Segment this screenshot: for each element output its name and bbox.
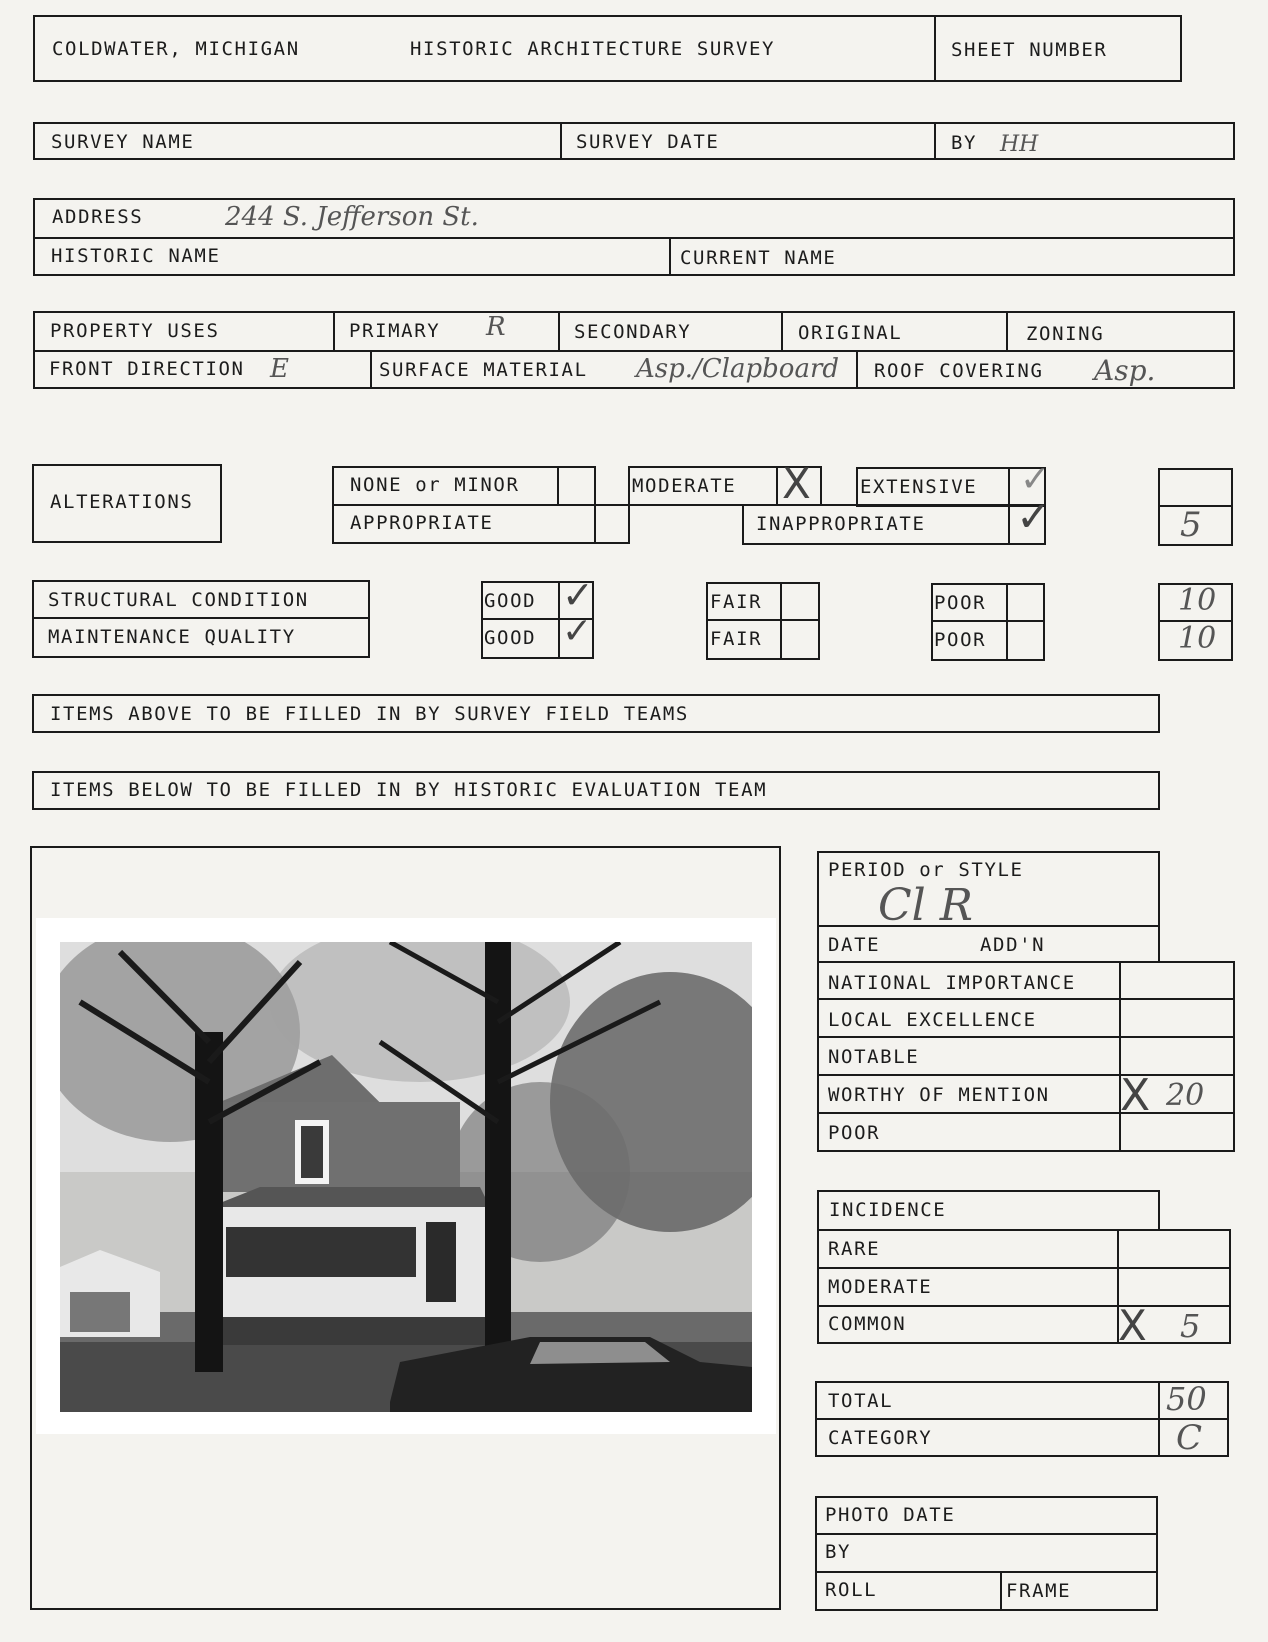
uses-row-divider xyxy=(33,350,1235,352)
poor-check-divider xyxy=(1006,583,1008,661)
inappropriate-label: INAPPROPRIATE xyxy=(756,513,926,535)
address-label: ADDRESS xyxy=(52,206,144,228)
good-check-divider xyxy=(558,581,560,659)
fair-row-divider xyxy=(706,619,820,621)
sheet-number-label: SHEET NUMBER xyxy=(951,39,1108,61)
incidence-rare: RARE xyxy=(828,1238,881,1260)
survey-divider-2 xyxy=(934,122,936,160)
form-title: HISTORIC ARCHITECTURE SURVEY xyxy=(410,38,776,60)
eval-row-div-1 xyxy=(817,998,1235,1000)
total-label: TOTAL xyxy=(828,1390,894,1412)
maintenance-poor-label: POOR xyxy=(934,629,987,651)
inappropriate-check-divider xyxy=(1008,504,1010,545)
roof-covering-value: Asp. xyxy=(1094,354,1156,387)
incidence-row-div-1 xyxy=(817,1267,1231,1269)
alterations-label: ALTERATIONS xyxy=(50,491,194,513)
address-value: 244 S. Jefferson St. xyxy=(225,202,479,232)
extensive-check-divider xyxy=(1008,467,1010,507)
extensive-mark: ✓ xyxy=(1020,459,1051,500)
total-value: 50 xyxy=(1166,1380,1207,1418)
inappropriate-mark: ✓ xyxy=(1016,492,1052,541)
none-minor-check-divider xyxy=(557,466,559,506)
maintenance-score: 10 xyxy=(1178,621,1217,656)
name-divider xyxy=(669,237,671,276)
current-name-label: CURRENT NAME xyxy=(680,247,837,269)
maintenance-quality-label: MAINTENANCE QUALITY xyxy=(48,626,296,648)
uses-div-6 xyxy=(856,350,858,389)
totals-value-divider xyxy=(1158,1381,1160,1457)
primary-value: R xyxy=(486,312,506,342)
survey-date-label: SURVEY DATE xyxy=(576,131,720,153)
original-label: ORIGINAL xyxy=(798,322,903,344)
eval-notable: NOTABLE xyxy=(828,1046,920,1068)
worthy-mark: X xyxy=(1120,1070,1151,1121)
historic-name-label: HISTORIC NAME xyxy=(51,245,221,267)
incidence-common: COMMON xyxy=(828,1313,907,1335)
category-label: CATEGORY xyxy=(828,1427,933,1449)
uses-div-2 xyxy=(558,311,560,350)
roof-covering-label: ROOF COVERING xyxy=(874,360,1044,382)
eval-local-excellence: LOCAL EXCELLENCE xyxy=(828,1009,1037,1031)
note-below: ITEMS BELOW TO BE FILLED IN BY HISTORIC EVALUATION TEAM xyxy=(50,779,768,801)
photo-by-label: BY xyxy=(825,1541,852,1563)
moderate-mark: X xyxy=(782,459,811,508)
front-direction-label: FRONT DIRECTION xyxy=(49,358,245,380)
eval-row-div-3 xyxy=(817,1074,1235,1076)
eval-national-importance: NATIONAL IMPORTANCE xyxy=(828,972,1076,994)
incidence-row-div-2 xyxy=(817,1305,1231,1307)
moderate-label: MODERATE xyxy=(632,475,737,497)
eval-row-div-2 xyxy=(817,1036,1235,1038)
address-right-border xyxy=(1233,198,1235,276)
survey-name-label: SURVEY NAME xyxy=(51,131,195,153)
structural-poor-label: POOR xyxy=(934,592,987,614)
maintenance-good-label: GOOD xyxy=(484,627,537,649)
front-direction-value: E xyxy=(270,354,289,384)
surface-material-label: SURFACE MATERIAL xyxy=(379,359,588,381)
incidence-label: INCIDENCE xyxy=(829,1199,947,1221)
by-label: BY xyxy=(951,132,978,154)
roll-label: ROLL xyxy=(825,1579,878,1601)
common-mark: X xyxy=(1118,1301,1147,1350)
structural-condition-label: STRUCTURAL CONDITION xyxy=(48,589,309,611)
structural-good-mark: ✓ xyxy=(562,573,594,617)
maintenance-good-mark: ✓ xyxy=(562,611,593,652)
period-divider xyxy=(817,925,1160,927)
photo-info-row-div-2 xyxy=(815,1571,1158,1573)
fair-check-divider xyxy=(780,582,782,660)
roll-frame-divider xyxy=(1000,1571,1002,1611)
primary-label: PRIMARY xyxy=(349,320,441,342)
period-label: PERIOD or STYLE xyxy=(828,859,1024,881)
worthy-score: 20 xyxy=(1166,1078,1205,1113)
uses-div-4 xyxy=(1006,311,1008,350)
eval-worthy-of-mention: WORTHY OF MENTION xyxy=(828,1084,1050,1106)
address-row-divider xyxy=(33,237,1235,239)
maintenance-fair-label: FAIR xyxy=(710,628,763,650)
zoning-label: ZONING xyxy=(1026,323,1105,345)
property-uses-label: PROPERTY USES xyxy=(50,320,220,342)
moderate-check-divider xyxy=(776,466,778,506)
by-value: HH xyxy=(1000,132,1039,157)
photo-date-label: PHOTO DATE xyxy=(825,1504,956,1526)
house-photo xyxy=(36,918,776,1434)
incidence-moderate: MODERATE xyxy=(828,1276,933,1298)
uses-div-5 xyxy=(370,350,372,389)
secondary-label: SECONDARY xyxy=(574,321,692,343)
alterations-score: 5 xyxy=(1180,505,1202,545)
note-above: ITEMS ABOVE TO BE FILLED IN BY SURVEY FIELD TEAMS xyxy=(50,703,689,725)
structural-score: 10 xyxy=(1178,583,1217,618)
structural-good-label: GOOD xyxy=(484,590,537,612)
appropriate-check-divider xyxy=(594,504,596,544)
condition-label-divider xyxy=(32,617,370,619)
common-score: 5 xyxy=(1180,1307,1201,1345)
survey-divider-1 xyxy=(560,122,562,160)
city-name: COLDWATER, MICHIGAN xyxy=(52,38,300,60)
totals-row-divider xyxy=(815,1418,1229,1420)
uses-right-border xyxy=(1233,311,1235,389)
frame-label: FRAME xyxy=(1006,1580,1072,1602)
uses-div-3 xyxy=(781,311,783,350)
addn-label: ADD'N xyxy=(980,934,1046,956)
photo-info-row-div-1 xyxy=(815,1533,1158,1535)
survey-divider-3 xyxy=(1233,122,1235,160)
eval-poor: POOR xyxy=(828,1122,881,1144)
date-label: DATE xyxy=(828,934,881,956)
surface-material-value: Asp./Clapboard xyxy=(636,354,840,384)
extensive-label: EXTENSIVE xyxy=(860,476,978,498)
poor-row-divider xyxy=(931,620,1045,622)
header-divider xyxy=(934,15,936,82)
uses-div-1 xyxy=(333,311,335,350)
category-value: C xyxy=(1176,1418,1203,1458)
period-value: Cl R xyxy=(878,880,973,931)
appropriate-label: APPROPRIATE xyxy=(350,512,494,534)
eval-check-divider xyxy=(1119,961,1121,1152)
none-minor-label: NONE or MINOR xyxy=(350,474,520,496)
structural-fair-label: FAIR xyxy=(710,591,763,613)
house-photo-image xyxy=(60,942,752,1412)
